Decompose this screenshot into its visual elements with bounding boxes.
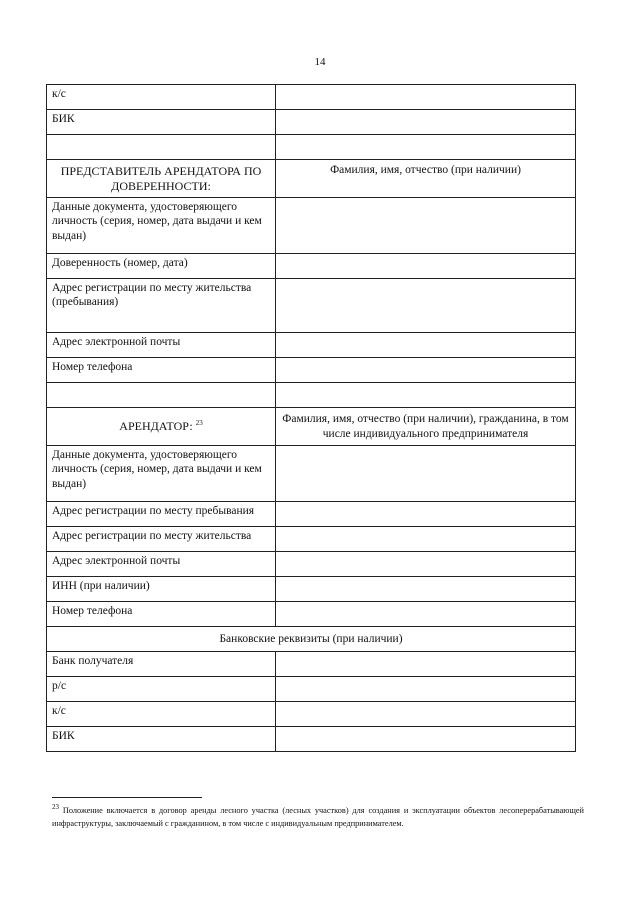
field-label: Доверенность (номер, дата) <box>47 254 276 279</box>
tenant-heading-cell <box>47 408 276 446</box>
field-label: ИНН (при наличии) <box>47 577 276 602</box>
table-row <box>47 85 576 110</box>
field-label: р/с <box>47 677 276 702</box>
table-row <box>47 652 576 677</box>
field-label: Номер телефона <box>47 358 276 383</box>
field-value[interactable] <box>276 333 576 358</box>
table-row <box>47 446 576 502</box>
table-row <box>47 577 576 602</box>
field-value[interactable] <box>276 110 576 135</box>
table-row <box>47 727 576 752</box>
section-header-row <box>47 627 576 652</box>
bank-heading: Банковские реквизиты (при наличии) <box>47 627 576 652</box>
field-value[interactable] <box>276 254 576 279</box>
representative-heading: ПРЕДСТАВИТЕЛЬ АРЕНДАТОРА ПО ДОВЕРЕННОСТИ: <box>47 160 276 198</box>
field-value[interactable] <box>276 358 576 383</box>
table-row <box>47 110 576 135</box>
table-row <box>47 602 576 627</box>
table-row <box>47 333 576 358</box>
footnote-marker[interactable]: 23 <box>195 419 203 427</box>
field-value[interactable] <box>276 198 576 254</box>
field-value[interactable] <box>276 85 576 110</box>
table-row <box>47 677 576 702</box>
field-label: к/с <box>47 85 276 110</box>
field-label: Данные документа, удостоверяющего личность (серия, номер, дата выдачи и кем выдан) <box>47 446 276 502</box>
field-label: Данные документа, удостоверяющего личность (серия, номер, дата выдачи и кем выдан) <box>47 198 276 254</box>
field-label: Адрес регистрации по месту жительства <box>47 527 276 552</box>
tenant-column-heading: Фамилия, имя, отчество (при наличии), гражданина, в том числе индивидуального предпринимателя <box>276 408 576 446</box>
field-value[interactable] <box>276 652 576 677</box>
field-label: БИК <box>47 110 276 135</box>
field-label: Номер телефона <box>47 602 276 627</box>
representative-column-heading: Фамилия, имя, отчество (при наличии) <box>276 160 576 198</box>
section-header-row <box>47 408 576 446</box>
field-value[interactable] <box>276 727 576 752</box>
field-value[interactable] <box>276 702 576 727</box>
field-value[interactable] <box>276 279 576 333</box>
table-row <box>47 358 576 383</box>
field-value[interactable] <box>276 527 576 552</box>
section-header-row <box>47 160 576 198</box>
field-label: Адрес электронной почты <box>47 333 276 358</box>
field-label: Банк получателя <box>47 652 276 677</box>
field-label: Адрес регистрации по месту жительства (пребывания) <box>47 279 276 333</box>
table-row <box>47 702 576 727</box>
spacer-row <box>47 135 576 160</box>
page-number: 14 <box>314 56 326 68</box>
footnote-text: Положение включается в договор аренды лесного участка (лесных участков) для создания и эксплуатации объектов лесоперерабатывающей инфраструктуры, заключаемый с гражданином, в том числе с индивидуальным предпринимателем. <box>52 805 584 828</box>
tenant-heading: АРЕНДАТОР: <box>119 419 193 433</box>
field-label: Адрес регистрации по месту пребывания <box>47 502 276 527</box>
field-value[interactable] <box>276 552 576 577</box>
field-label: к/с <box>47 702 276 727</box>
table-row <box>47 254 576 279</box>
table-row <box>47 527 576 552</box>
field-value[interactable] <box>276 502 576 527</box>
field-label: Адрес электронной почты <box>47 552 276 577</box>
table-row <box>47 198 576 254</box>
field-value[interactable] <box>276 446 576 502</box>
field-value[interactable] <box>276 577 576 602</box>
table-row <box>47 279 576 333</box>
field-value[interactable] <box>276 602 576 627</box>
lease-party-details-table <box>46 84 576 752</box>
spacer-row <box>47 383 576 408</box>
field-value[interactable] <box>276 677 576 702</box>
table-row <box>47 552 576 577</box>
footnote-number: 23 <box>52 803 59 811</box>
footnote-divider <box>52 797 202 798</box>
field-label: БИК <box>47 727 276 752</box>
footnote <box>52 802 584 830</box>
table-row <box>47 502 576 527</box>
